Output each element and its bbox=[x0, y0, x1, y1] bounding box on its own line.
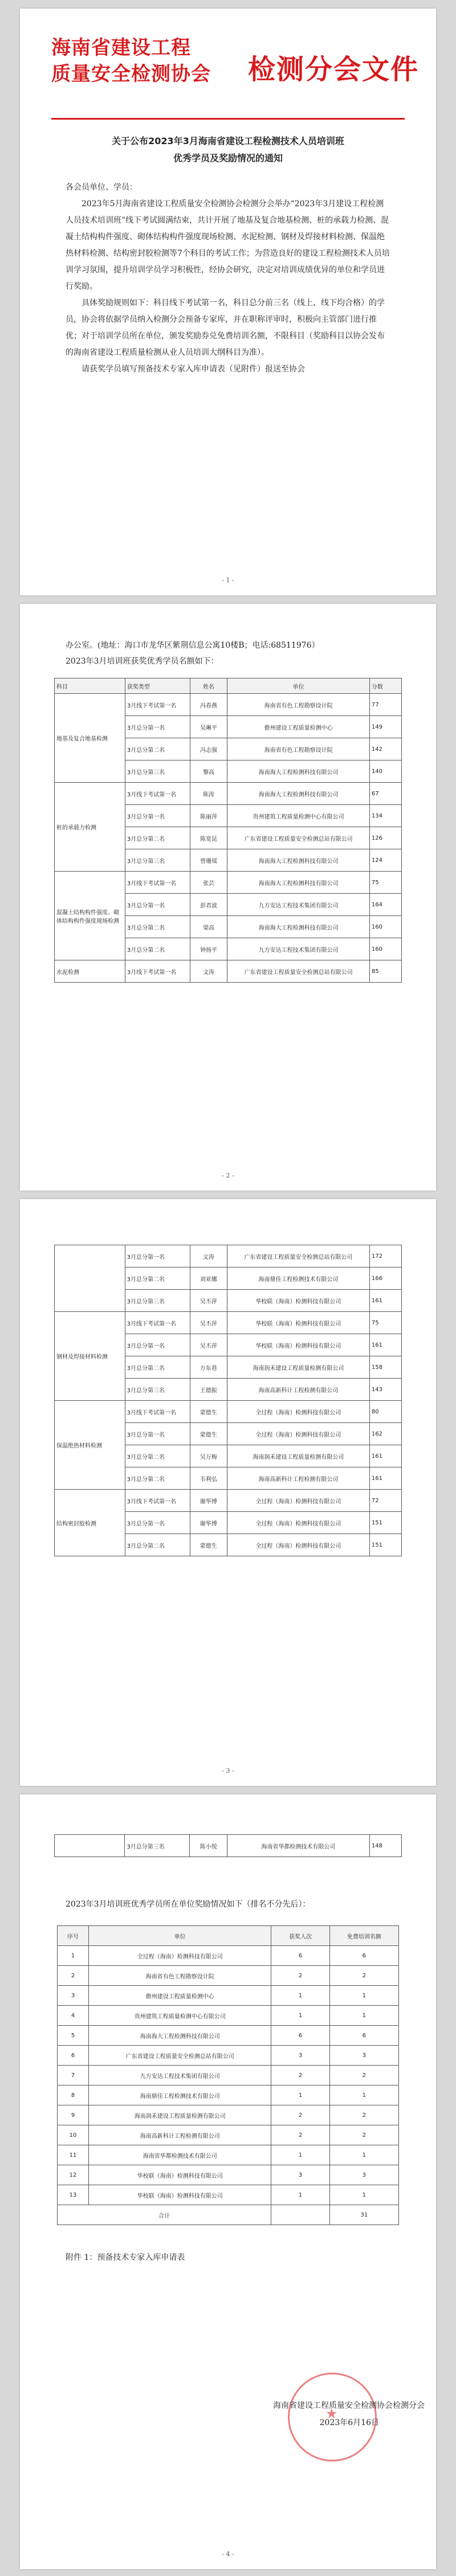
student-name: 吴丕萍 bbox=[190, 1290, 227, 1312]
table-row bbox=[58, 2165, 399, 2185]
student-name: 张芸 bbox=[190, 872, 227, 894]
score: 151 bbox=[369, 1512, 401, 1534]
score: 85 bbox=[369, 960, 401, 983]
body-content bbox=[66, 179, 390, 378]
unit-name: 海南润禾建设工程质量检测有限公司 bbox=[227, 1356, 369, 1379]
title-line1: 关于公布2023年3月海南省建设工程检测技术人员培训班 bbox=[112, 136, 344, 146]
table-row bbox=[58, 2145, 399, 2165]
student-name: 梁高 bbox=[190, 916, 227, 938]
page-1 bbox=[20, 9, 436, 595]
student-name: 蒙德生 bbox=[190, 1423, 227, 1445]
award-count: 2 bbox=[271, 2105, 329, 2125]
table-row bbox=[58, 2006, 399, 2026]
student-name: 蒙德生 bbox=[190, 1534, 227, 1556]
unit-name: 广东省建设工程质量安全检测总站有限公司 bbox=[227, 827, 370, 849]
score: 124 bbox=[369, 849, 401, 872]
table-header-row bbox=[55, 678, 402, 694]
award-count: 1 bbox=[271, 2145, 329, 2165]
table-row bbox=[55, 1245, 402, 1267]
col-unit: 单位 bbox=[227, 678, 370, 694]
subject-cell: 钢材及焊接材料检测 bbox=[55, 1312, 125, 1401]
salutation: 各会员单位、学员： bbox=[66, 183, 137, 192]
score: 126 bbox=[369, 827, 401, 849]
award-type: 3月线下考试第一名 bbox=[125, 694, 190, 716]
unit-name: 九方安达工程技术集团有限公司 bbox=[89, 2066, 271, 2086]
signature-org: 海南省建设工程质量安全检测协会检测分会 bbox=[273, 2401, 425, 2410]
award-count: 3 bbox=[271, 2046, 329, 2066]
coupon-count: 2 bbox=[329, 2125, 398, 2145]
unit-name: 华校联（海南）检测科技有限公司 bbox=[227, 1290, 369, 1312]
score: 161 bbox=[369, 1445, 401, 1467]
table-row bbox=[58, 2046, 399, 2066]
row-no: 6 bbox=[58, 2046, 89, 2066]
row-no: 3 bbox=[58, 1986, 89, 2006]
subject-cell: 结构密封胶检测 bbox=[55, 1490, 125, 1556]
unit-name: 海南海大工程检测科技有限公司 bbox=[227, 783, 370, 805]
score: 134 bbox=[369, 805, 401, 827]
row-no: 1 bbox=[58, 1946, 89, 1966]
row-no: 4 bbox=[58, 2006, 89, 2026]
red-divider bbox=[51, 118, 405, 120]
subject-cell: 保温绝热材料检测 bbox=[55, 1401, 125, 1490]
award-type: 3月总分第二名 bbox=[125, 938, 190, 960]
award-type: 3月总分第一名 bbox=[125, 1245, 190, 1267]
award-count: 2 bbox=[271, 2125, 329, 2145]
unit-name: 海南省有色工程勘察设计院 bbox=[227, 738, 370, 760]
score: 148 bbox=[369, 1835, 401, 1857]
row-no: 10 bbox=[58, 2125, 89, 2145]
student-name: 谢华博 bbox=[190, 1490, 227, 1512]
table-row bbox=[55, 872, 402, 894]
unit-name: 海南省有色工程勘察设计院 bbox=[89, 1966, 271, 1986]
student-name: 陈涛 bbox=[190, 783, 227, 805]
award-type: 3月总分第二名 bbox=[125, 1356, 190, 1379]
coupon-count: 6 bbox=[329, 2026, 398, 2046]
paragraph-1: 2023年5月海南省建设工程质量安全检测协会检测分会举办“2023年3月建设工程检测人员技术培训班”线下考试圆满结束，共计开展了地基及复合地基检测、桩的承载力检测、混凝土结构构件强度、砌体结构构件强度现场检测、水泥检测、钢材及焊接材料检测、保温绝热材料检测、结构密封胶检测等7个科目的考试工作；为营造良好的建设工程检测技术人员培训学习氛围，提升培训学员学习积极性，经协会研究，决定对培训成绩优异的单位和学员进行奖励。 bbox=[66, 199, 390, 291]
org-name bbox=[51, 35, 239, 87]
coupon-count: 1 bbox=[329, 2086, 398, 2105]
unit-name: 海南省华都检测技术有限公司 bbox=[89, 2145, 271, 2165]
col-type: 获奖类型 bbox=[125, 678, 190, 694]
score: 80 bbox=[369, 1401, 401, 1423]
student-name: 吴丕萍 bbox=[190, 1312, 227, 1334]
award-type: 3月总分第二名 bbox=[125, 1267, 190, 1290]
score: 161 bbox=[369, 1290, 401, 1312]
award-type: 3月总分第二名 bbox=[125, 1534, 190, 1556]
student-name: 陈宽昆 bbox=[190, 827, 227, 849]
award-type: 3月总分第三名 bbox=[125, 1290, 190, 1312]
signature-date: 2023年6月16日 bbox=[319, 2418, 379, 2427]
row-no: 7 bbox=[58, 2066, 89, 2086]
col-subject: 科目 bbox=[55, 678, 125, 694]
coupon-count: 2 bbox=[329, 2066, 398, 2086]
award-count: 3 bbox=[271, 2165, 329, 2185]
award-type: 3月总分第一名 bbox=[125, 894, 190, 916]
award-type: 3月线下考试第一名 bbox=[125, 783, 190, 805]
page-3 bbox=[20, 1199, 436, 1786]
unit-name: 全过程（海南）检测科技有限公司 bbox=[227, 1423, 369, 1445]
unit-name: 广东省建设工程质量安全检测总站有限公司 bbox=[227, 960, 370, 983]
unit-name: 全过程（海南）检测科技有限公司 bbox=[227, 1490, 369, 1512]
unit-name: 儋州建设工程质量检测中心 bbox=[227, 716, 370, 738]
unit-name: 海南海大工程检测科技有限公司 bbox=[227, 916, 370, 938]
row-no: 5 bbox=[58, 2026, 89, 2046]
unit-name: 全过程（海南）检测科技有限公司 bbox=[89, 1946, 271, 1966]
score: 140 bbox=[369, 760, 401, 783]
table-row bbox=[58, 1966, 399, 1986]
score: 143 bbox=[369, 1379, 401, 1401]
page-number: - 1 - bbox=[222, 576, 234, 584]
unit-name: 海南润禾建设工程质量检测有限公司 bbox=[89, 2105, 271, 2125]
student-name: 王德振 bbox=[190, 1379, 227, 1401]
coupon-count: 1 bbox=[329, 2145, 398, 2165]
award-type: 3月线下考试第一名 bbox=[125, 1312, 190, 1334]
score: 160 bbox=[369, 938, 401, 960]
row-no: 2 bbox=[58, 1966, 89, 1986]
unit-name: 海南鼎佳工程检测技术有限公司 bbox=[227, 1267, 369, 1290]
award-type: 3月线下考试第一名 bbox=[125, 1490, 190, 1512]
table-row bbox=[58, 2125, 399, 2145]
coupon-count: 6 bbox=[329, 1946, 398, 1966]
coupon-count: 1 bbox=[329, 2185, 398, 2205]
row-no: 9 bbox=[58, 2105, 89, 2125]
table-total-row bbox=[58, 2205, 399, 2225]
table-row bbox=[55, 783, 402, 805]
row-no: 12 bbox=[58, 2165, 89, 2185]
score: 151 bbox=[369, 1534, 401, 1556]
page-2 bbox=[20, 604, 436, 1191]
score: 149 bbox=[369, 716, 401, 738]
award-type: 3月总分第三名 bbox=[125, 1379, 190, 1401]
score: 75 bbox=[369, 872, 401, 894]
unit-name: 全过程（海南）检测科技有限公司 bbox=[227, 1534, 369, 1556]
unit-name: 海南海大工程检测科技有限公司 bbox=[227, 760, 370, 783]
col-score: 分数 bbox=[369, 678, 401, 694]
student-name: 吴丕萍 bbox=[190, 1334, 227, 1356]
award-type: 3月线下考试第一名 bbox=[125, 872, 190, 894]
student-name: 黎高 bbox=[190, 760, 227, 783]
student-name: 冯春燕 bbox=[190, 694, 227, 716]
unit-name: 贵州建筑工程质量检测中心有限公司 bbox=[227, 805, 370, 827]
award-type: 3月总分第二名 bbox=[125, 827, 190, 849]
unit-name: 全过程（海南）检测科技有限公司 bbox=[227, 1401, 369, 1423]
col-unit: 单位 bbox=[89, 1926, 271, 1946]
table-header-row bbox=[58, 1926, 399, 1946]
score: 161 bbox=[369, 1467, 401, 1490]
document-header bbox=[51, 30, 420, 116]
award-count: 1 bbox=[271, 1986, 329, 2006]
award-type: 3月总分第一名 bbox=[125, 805, 190, 827]
award-type: 3月总分第二名 bbox=[125, 738, 190, 760]
award-type: 3月总分第一名 bbox=[125, 1334, 190, 1356]
score: 77 bbox=[369, 694, 401, 716]
award-type: 3月总分第二名 bbox=[125, 916, 190, 938]
document-title bbox=[66, 133, 390, 167]
row-no: 13 bbox=[58, 2185, 89, 2205]
seal-star-icon: ★ bbox=[325, 2406, 338, 2422]
unit-name: 华校联（海南）检测科技有限公司 bbox=[89, 2185, 271, 2205]
unit-name: 华校联（海南）检测科技有限公司 bbox=[227, 1334, 369, 1356]
award-type: 3月总分第二名 bbox=[125, 1445, 190, 1467]
table-row bbox=[58, 2185, 399, 2205]
score: 75 bbox=[369, 1312, 401, 1334]
unit-name: 海南鼎佳工程检测技术有限公司 bbox=[89, 2086, 271, 2105]
subject-cell-empty bbox=[55, 1835, 125, 1857]
page-number: - 3 - bbox=[222, 1767, 234, 1774]
unit-name: 广东省建设工程质量安全检测总站有限公司 bbox=[227, 1245, 369, 1267]
table-row bbox=[55, 1835, 402, 1857]
attachment-note: 附件 1：预备技术专家入库申请表 bbox=[66, 2253, 185, 2262]
award-table-2 bbox=[54, 1245, 402, 1556]
award-count: 6 bbox=[271, 1946, 329, 1966]
subject-cell: 混凝土结构构件强度、砌体结构构件强度现场检测 bbox=[55, 872, 125, 960]
award-type: 3月总分第三名 bbox=[125, 849, 190, 872]
student-name: 蒙德生 bbox=[190, 1401, 227, 1423]
award-type: 3月总分第三名 bbox=[125, 1835, 190, 1857]
table-row bbox=[55, 1312, 402, 1334]
unit-name: 海南省华都检测技术有限公司 bbox=[227, 1835, 369, 1857]
award-count: 2 bbox=[271, 1966, 329, 1986]
student-name: 冯志强 bbox=[190, 738, 227, 760]
score: 67 bbox=[369, 783, 401, 805]
student-name: 吴琳平 bbox=[190, 716, 227, 738]
coupon-count: 1 bbox=[329, 1986, 398, 2006]
org-name-line1: 海南省建设工程 bbox=[51, 36, 191, 59]
award-type: 3月线下考试第一名 bbox=[125, 960, 190, 983]
score: 164 bbox=[369, 894, 401, 916]
table-row bbox=[58, 2066, 399, 2086]
total-count bbox=[271, 2205, 329, 2225]
table-row bbox=[58, 2026, 399, 2046]
coupon-count: 3 bbox=[329, 2165, 398, 2185]
unit-name: 海南高新科计工程检测有限公司 bbox=[89, 2125, 271, 2145]
table-row bbox=[55, 1490, 402, 1512]
score: 166 bbox=[369, 1267, 401, 1290]
score: 158 bbox=[369, 1356, 401, 1379]
coupon-count: 1 bbox=[329, 2006, 398, 2026]
coupon-count: 2 bbox=[329, 1966, 398, 1986]
table-row bbox=[55, 1401, 402, 1423]
score: 160 bbox=[369, 916, 401, 938]
score: 161 bbox=[369, 1334, 401, 1356]
unit-award-table bbox=[57, 1925, 399, 2225]
award-count: 2 bbox=[271, 2066, 329, 2086]
office-address: 办公室。(地址：海口市龙华区紫荆信息公寓10楼B；电话:68511976） bbox=[66, 641, 320, 650]
unit-name: 华校联（海南）检测科技有限公司 bbox=[227, 1312, 369, 1334]
unit-name: 海南省有色工程勘察设计院 bbox=[227, 694, 370, 716]
award-type: 3月总分第一名 bbox=[125, 1512, 190, 1534]
table-row bbox=[55, 694, 402, 716]
unit-name: 贵州建筑工程质量检测中心有限公司 bbox=[89, 2006, 271, 2026]
unit-name: 九方安达工程技术集团有限公司 bbox=[227, 938, 370, 960]
award-table-1 bbox=[54, 678, 402, 983]
student-name: 陈小悦 bbox=[190, 1835, 227, 1857]
unit-name: 九方安达工程技术集团有限公司 bbox=[227, 894, 370, 916]
score: 162 bbox=[369, 1423, 401, 1445]
unit-award-intro: 2023年3月培训班优秀学员所在单位奖励情况如下（排名不分先后）： bbox=[66, 1900, 311, 1909]
award-count: 1 bbox=[271, 2185, 329, 2205]
student-name: 刘亚娜 bbox=[190, 1267, 227, 1290]
title-line2: 优秀学员及奖励情况的通知 bbox=[173, 153, 283, 163]
unit-name: 广东省建设工程质量安全检测总站有限公司 bbox=[89, 2046, 271, 2066]
unit-name: 海南海大工程检测科技有限公司 bbox=[227, 872, 370, 894]
col-count: 获奖人次 bbox=[271, 1926, 329, 1946]
unit-name: 全过程（海南）检测科技有限公司 bbox=[227, 1512, 369, 1534]
award-type: 3月线下考试第一名 bbox=[125, 1401, 190, 1423]
unit-name: 海南海大工程检测科技有限公司 bbox=[227, 849, 370, 872]
score: 142 bbox=[369, 738, 401, 760]
score: 172 bbox=[369, 1245, 401, 1267]
award-type: 3月总分第三名 bbox=[125, 760, 190, 783]
unit-name: 华校联（海南）检测科技有限公司 bbox=[89, 2165, 271, 2185]
student-name: 韦利弘 bbox=[190, 1467, 227, 1490]
unit-name: 海南润禾建设工程质量检测有限公司 bbox=[227, 1445, 369, 1467]
award-type: 3月总分第一名 bbox=[125, 1423, 190, 1445]
award-table-3 bbox=[54, 1834, 402, 1857]
score: 72 bbox=[369, 1490, 401, 1512]
row-no: 8 bbox=[58, 2086, 89, 2105]
unit-name: 海南海大工程检测科技有限公司 bbox=[89, 2026, 271, 2046]
table-row bbox=[58, 1986, 399, 2006]
award-type: 3月总分第一名 bbox=[125, 716, 190, 738]
coupon-count: 2 bbox=[329, 2105, 398, 2125]
row-no: 11 bbox=[58, 2145, 89, 2165]
student-name: 文涛 bbox=[190, 960, 227, 983]
table-row bbox=[58, 2105, 399, 2125]
student-name: 曾珊瑶 bbox=[190, 849, 227, 872]
col-coupons: 免费培训名额 bbox=[329, 1926, 398, 1946]
doc-type: 检测分会文件 bbox=[248, 54, 420, 85]
subject-cell: 桩的承载力检测 bbox=[55, 783, 125, 872]
unit-name: 儋州建设工程质量检测中心 bbox=[89, 1986, 271, 2006]
paragraph-3: 请获奖学员填写预备技术专家入库申请表（见附件）报送至协会 bbox=[82, 365, 305, 374]
total-label: 合计 bbox=[58, 2205, 271, 2225]
subject-cell: 地基及复合地基检测 bbox=[55, 694, 125, 783]
award-count: 1 bbox=[271, 2086, 329, 2105]
award-type: 3月总分第二名 bbox=[125, 1467, 190, 1490]
table-row bbox=[58, 2086, 399, 2105]
coupon-count: 3 bbox=[329, 2046, 398, 2066]
unit-name: 海南高新科计工程检测有限公司 bbox=[227, 1467, 369, 1490]
subject-cell-empty bbox=[55, 1245, 125, 1312]
col-name: 姓名 bbox=[190, 678, 227, 694]
col-no: 序号 bbox=[58, 1926, 89, 1946]
award-count: 6 bbox=[271, 2026, 329, 2046]
student-name: 吴万梅 bbox=[190, 1445, 227, 1467]
subject-cell: 水泥检测 bbox=[55, 960, 125, 983]
total-coupons: 31 bbox=[329, 2205, 398, 2225]
unit-name: 海南高新科计工程检测有限公司 bbox=[227, 1379, 369, 1401]
student-name: 钟扬平 bbox=[190, 938, 227, 960]
page-number: - 4 - bbox=[222, 2550, 234, 2558]
student-name: 陈丽萍 bbox=[190, 805, 227, 827]
table-row bbox=[58, 1946, 399, 1966]
table-row bbox=[55, 960, 402, 983]
award-intro: 2023年3月培训班获奖优秀学员名额如下： bbox=[66, 657, 219, 666]
student-name: 彭君波 bbox=[190, 894, 227, 916]
student-name: 文涛 bbox=[190, 1245, 227, 1267]
award-count: 1 bbox=[271, 2006, 329, 2026]
paragraph-2: 具体奖励规则如下：科目线下考试第一名，科目总分前三名（线上、线下均合格）的学员，协会将依据学员纳入检测分会预备专家库，并在职称评审时，积极向主管部门进行推优；对于培训学员所在单位，颁发奖励券兑免费培训名额，不限科目（奖励科目以协会发布的海南省建设工程质量检测从业人员培训大纲科目为准）。 bbox=[66, 299, 385, 357]
page-4 bbox=[20, 1794, 436, 2569]
student-name: 谢华博 bbox=[190, 1512, 227, 1534]
page-number: - 2 - bbox=[222, 1172, 234, 1179]
student-name: 方东巷 bbox=[190, 1356, 227, 1379]
org-name-line2: 质量安全检测协会 bbox=[51, 63, 211, 85]
